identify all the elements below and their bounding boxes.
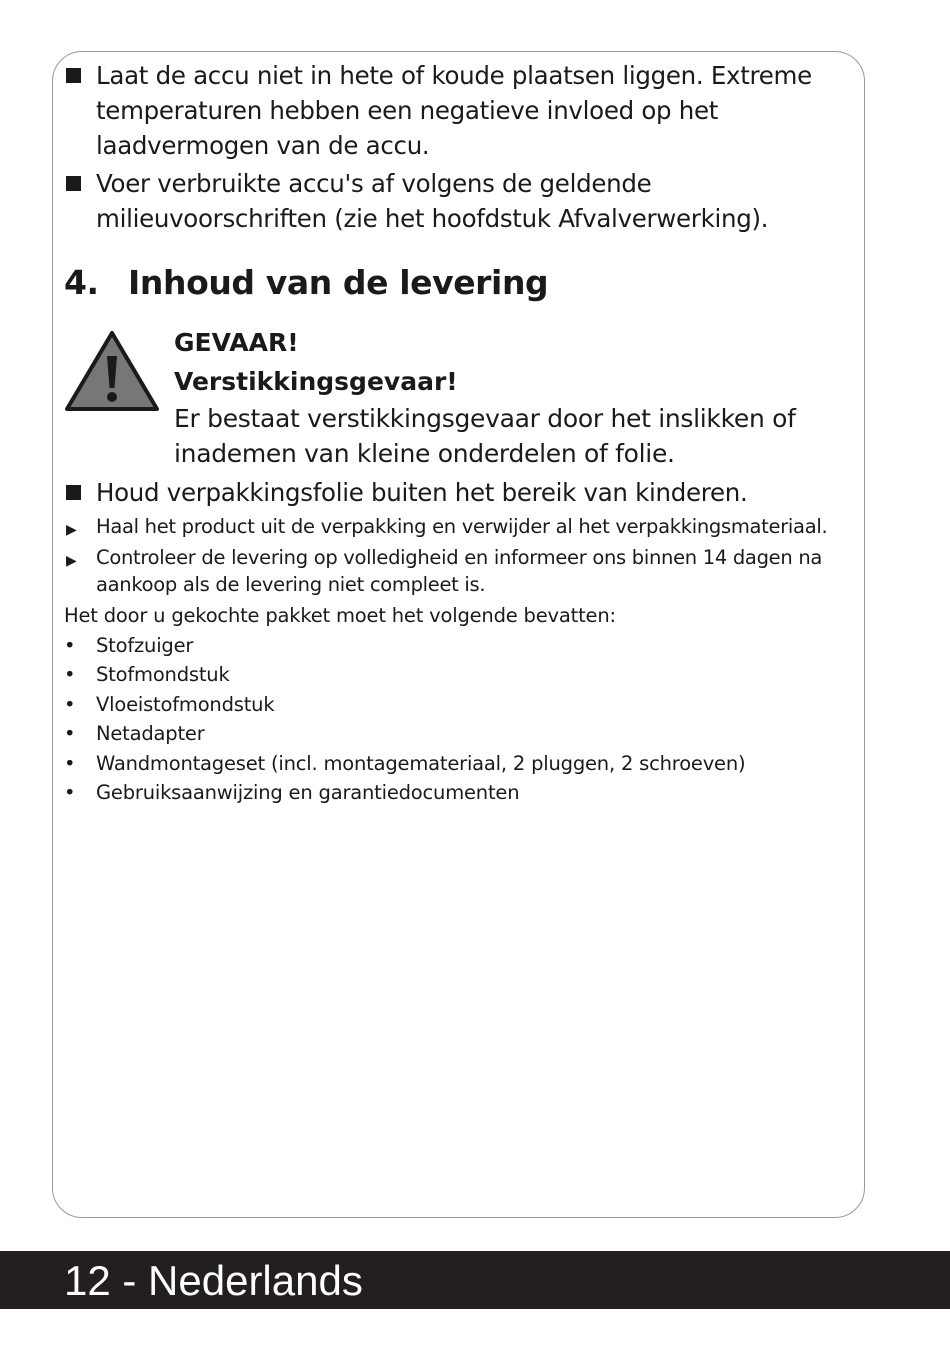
section-number: 4. xyxy=(64,263,99,302)
warning-triangle-icon xyxy=(64,330,160,412)
contents-list xyxy=(64,631,844,807)
list-item xyxy=(64,719,844,748)
bullet-dot-icon: • xyxy=(64,663,76,687)
page-number-label: 12 - Nederlands xyxy=(64,1257,363,1304)
bullet-dot-icon: • xyxy=(64,634,76,657)
arrow-bullet-icon: ▶ xyxy=(66,522,77,538)
list-item xyxy=(64,690,844,719)
list-item xyxy=(64,660,844,689)
list-item-text: Netadapter xyxy=(96,722,205,746)
warning-subtitle: Verstikkingsgevaar! xyxy=(174,367,458,396)
safety-item-text: Voer verbruikte accu's af volgens de geldende milieuvoorschriften (zie het hoofdstuk Afvalverwerking). xyxy=(96,169,769,233)
list-item xyxy=(64,631,844,660)
packaging-item xyxy=(64,475,844,510)
page-content xyxy=(64,58,844,807)
list-item-text: Gebruiksaanwijzing en garantiedocumenten xyxy=(96,781,520,805)
step-item xyxy=(64,544,844,598)
arrow-bullet-icon: ▶ xyxy=(66,553,77,569)
warning-box xyxy=(64,323,844,471)
contents-intro: Het door u gekochte pakket moet het volgende bevatten: xyxy=(64,604,616,627)
square-bullet-icon xyxy=(66,68,81,83)
warning-label: GEVAAR! xyxy=(174,328,299,357)
bullet-dot-icon: • xyxy=(64,781,76,805)
bullet-dot-icon: • xyxy=(64,751,76,775)
footer-bar xyxy=(0,1251,950,1309)
list-item-text: Stofmondstuk xyxy=(96,663,230,687)
list-item-text: Vloeistofmondstuk xyxy=(96,692,275,716)
list-item xyxy=(64,749,844,778)
safety-item xyxy=(64,58,844,163)
list-item-text: Wandmontageset (incl. montagemateriaal, 2 pluggen, 2 schroeven) xyxy=(96,751,746,775)
bullet-dot-icon: • xyxy=(64,692,76,716)
step-item xyxy=(64,513,844,540)
warning-text: Er bestaat verstikkingsgevaar door het inslikken of inademen van kleine onderdelen of folie. xyxy=(174,404,796,468)
step-text: Haal het product uit de verpakking en verwijder al het verpakkingsmateriaal. xyxy=(96,515,828,538)
section-heading xyxy=(64,262,844,304)
square-bullet-icon xyxy=(66,176,81,191)
section-title: Inhoud van de levering xyxy=(128,263,549,302)
bullet-dot-icon: • xyxy=(64,722,76,746)
step-text: Controleer de levering op volledigheid en informeer ons binnen 14 dagen na aankoop als de levering niet compleet is. xyxy=(96,546,823,596)
safety-item-text: Laat de accu niet in hete of koude plaatsen liggen. Extreme temperaturen hebben een negatieve invloed op het laadvermogen van de accu. xyxy=(96,61,812,160)
list-item-text: Stofzuiger xyxy=(96,634,194,657)
list-item xyxy=(64,778,844,807)
packaging-item-text: Houd verpakkingsfolie buiten het bereik van kinderen. xyxy=(96,478,748,507)
square-bullet-icon xyxy=(66,485,81,500)
safety-item xyxy=(64,166,844,236)
